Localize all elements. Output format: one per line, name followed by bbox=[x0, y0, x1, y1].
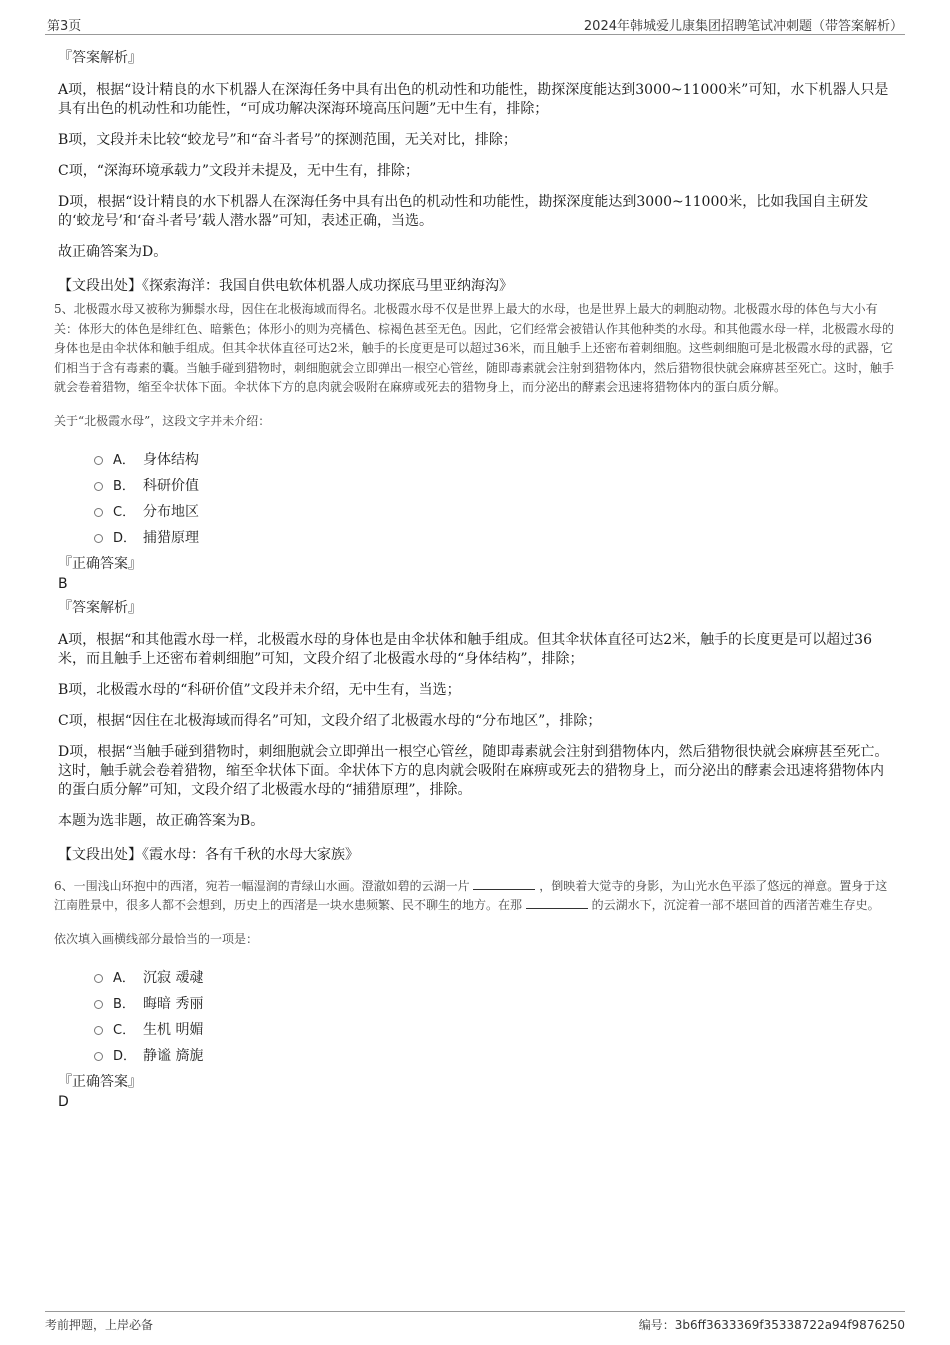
q6-answer: D bbox=[58, 1093, 69, 1110]
document-title: 2024年韩城爱儿康集团招聘笔试冲刺题（带答案解析） bbox=[583, 19, 903, 34]
q5-source: 【文段出处】《霞水母：各有千秋的水母大家族》 bbox=[58, 846, 359, 863]
q6-blank-2 bbox=[526, 896, 588, 909]
q5-analysis-d: D项，根据“当触手碰到猎物时，刺细胞就会立即弹出一根空心管丝，随即毒素就会注射到猎物体内，然后猎物很快就会麻痹甚至死亡。这时，触手就会卷着猎物，缩至伞状体下面。伞状体下方的息肉就会吸附在麻痹或死去的猎物身上，而分泌出的酵素会迅速将猎物体内的蛋白质分解”可知，文段介绍了北极霞水母的“捕猎原理”，排除。 bbox=[58, 743, 889, 798]
option-text: 捕猎原理 bbox=[143, 529, 199, 546]
radio-icon[interactable] bbox=[94, 1026, 103, 1035]
q5-answer-label: 『正确答案』 bbox=[58, 555, 142, 572]
option-letter: D． bbox=[113, 1049, 137, 1064]
footer-serial: 编号：3b6ff3633369f35338722a94f9876250 bbox=[638, 1318, 905, 1332]
q5-analysis-c: C项，根据“因住在北极海域而得名”可知，文段介绍了北极霞水母的“分布地区”，排除； bbox=[58, 712, 602, 729]
q6-blank-1 bbox=[473, 877, 535, 890]
option-letter: A． bbox=[113, 971, 135, 986]
q6-options bbox=[94, 964, 896, 1068]
option-letter: C． bbox=[113, 1023, 136, 1038]
document-body bbox=[56, 44, 896, 1112]
q6-text bbox=[54, 877, 896, 916]
option-text: 生机 明媚 bbox=[143, 1021, 204, 1038]
q6-text-part2: ，倒映着大觉寺的身影，为山光水色平添了悠远的禅意。置身于这江南胜景中，很多人都不会想到，历史上的西渚是一块水患频繁、民不聊生的地方。在那 bbox=[54, 878, 888, 912]
q4-analysis-b: B项，文段并未比较“蛟龙号”和“奋斗者号”的探测范围，无关对比，排除； bbox=[58, 132, 517, 148]
q5-option-d[interactable] bbox=[94, 524, 896, 550]
q6-option-a[interactable] bbox=[94, 964, 896, 990]
q6-text-part1: 6、一围浅山环抱中的西渚，宛若一幅湿润的青绿山水画。澄澈如碧的云湖一片 bbox=[54, 878, 470, 893]
q5-option-a[interactable] bbox=[94, 446, 896, 472]
q4-analysis-c: C项，“深海环境承载力”文段并未提及，无中生有，排除； bbox=[58, 163, 420, 179]
q6-text-part3: 的云湖水下，沉淀着一部不堪回首的西渚苦难生存史。 bbox=[591, 898, 880, 912]
q5-options bbox=[94, 446, 896, 550]
q5-option-c[interactable] bbox=[94, 498, 896, 524]
page-number: 第3页 bbox=[47, 19, 82, 34]
q6-option-c[interactable] bbox=[94, 1016, 896, 1042]
option-letter: A． bbox=[113, 453, 135, 468]
option-text: 分布地区 bbox=[143, 503, 199, 520]
q4-analysis-d: D项，根据“设计精良的水下机器人在深海任务中具有出色的机动性和功能性，勘探深度能达到3000~11000米，比如我国自主研发的‘蛟龙号’和‘奋斗者号’载人潜水器”可知，表述正确，当选。 bbox=[58, 194, 869, 229]
option-letter: C． bbox=[113, 505, 136, 520]
q4-analysis-a: A项，根据“设计精良的水下机器人在深海任务中具有出色的机动性和功能性，勘探深度能达到3000~11000米”可知，水下机器人只是具有出色的机动性和功能性，“可成功解决深海环境高压问题”无中生有，排除； bbox=[58, 82, 889, 117]
q5-analysis-b: B项，北极霞水母的“科研价值”文段并未介绍，无中生有，当选； bbox=[58, 681, 461, 698]
q4-source: 【文段出处】《探索海洋：我国自供电软体机器人成功探底马里亚纳海沟》 bbox=[58, 278, 513, 294]
radio-icon[interactable] bbox=[94, 534, 103, 543]
option-text: 静谧 旖旎 bbox=[143, 1047, 204, 1064]
q5-prompt: 关于“北极霞水母”，这段文字并未介绍： bbox=[54, 413, 271, 428]
q5-conclusion: 本题为选非题，故正确答案为B。 bbox=[58, 812, 265, 829]
radio-icon[interactable] bbox=[94, 1052, 103, 1061]
q5-option-b[interactable] bbox=[94, 472, 896, 498]
option-text: 科研价值 bbox=[143, 477, 199, 494]
q6-prompt: 依次填入画横线部分最恰当的一项是： bbox=[54, 931, 259, 946]
radio-icon[interactable] bbox=[94, 456, 103, 465]
radio-icon[interactable] bbox=[94, 974, 103, 983]
option-text: 身体结构 bbox=[143, 451, 199, 468]
q4-analysis-label: 『答案解析』 bbox=[58, 50, 142, 66]
q5-analysis-label: 『答案解析』 bbox=[58, 599, 142, 616]
q5-answer: B bbox=[58, 575, 68, 592]
radio-icon[interactable] bbox=[94, 1000, 103, 1009]
option-letter: D． bbox=[113, 531, 137, 546]
option-letter: B． bbox=[113, 479, 135, 494]
footer-slogan: 考前押题，上岸必备 bbox=[45, 1318, 154, 1332]
option-text: 晦暗 秀丽 bbox=[143, 995, 204, 1012]
q5-text: 5、北极霞水母又被称为狮鬃水母，因住在北极海域而得名。北极霞水母不仅是世界上最大的水母，也是世界上最大的刺胞动物。北极霞水母的体色与大小有关：体形大的体色是绯红色、暗紫色；体形小的则为亮橘色、棕褐色甚至无色。因此，它们经常会被错认作其他种类的水母。和其他霞水母一样，北极霞水母的身体也是由伞状体和触手组成。但其伞状体直径可达2米，触手的长度更是可以超过36米，而且触手上还密布着刺细胞。这些刺细胞可是北极霞水母的武器，它们相当于含有毒素的囊。当触手碰到猎物时，刺细胞就会立即弹出一根空心管丝，随即毒素就会注射到猎物体内，然后猎物很快就会麻痹甚至死亡。这时，触手就会卷着猎物，缩至伞状体下面。伞状体下方的息肉就会吸附在麻痹或死去的猎物身上，而分泌出的酵素会迅速将猎物体内的蛋白质分解。 bbox=[54, 302, 895, 394]
option-letter: B． bbox=[113, 997, 135, 1012]
q4-conclusion: 故正确答案为D。 bbox=[58, 244, 168, 260]
page-footer bbox=[45, 1311, 905, 1334]
q5-analysis-a: A项，根据“和其他霞水母一样，北极霞水母的身体也是由伞状体和触手组成。但其伞状体直径可达2米，触手的长度更是可以超过36米，而且触手上还密布着刺细胞”可知，文段介绍了北极霞水母的“身体结构”，排除； bbox=[58, 631, 872, 667]
q6-answer-label: 『正确答案』 bbox=[58, 1073, 142, 1090]
q6-option-b[interactable] bbox=[94, 990, 896, 1016]
q6-option-d[interactable] bbox=[94, 1042, 896, 1068]
radio-icon[interactable] bbox=[94, 482, 103, 491]
option-text: 沉寂 叆叇 bbox=[143, 969, 204, 986]
page-header bbox=[45, 14, 905, 35]
radio-icon[interactable] bbox=[94, 508, 103, 517]
